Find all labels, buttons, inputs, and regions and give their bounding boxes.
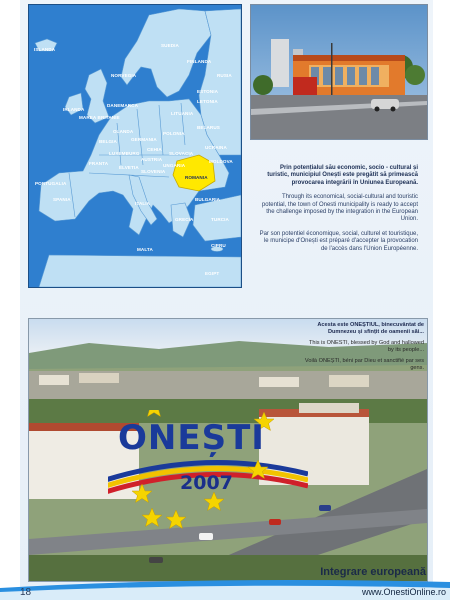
map-label-romania: ROMANIA (185, 175, 208, 180)
map-label-slovenia: SLOVENIA (141, 169, 166, 174)
map-label-ucraina: UCRAINA (205, 145, 227, 150)
europe-map (28, 4, 242, 288)
callout-en: This is ONESTI, blessed by God and hallowed by its people... (308, 340, 424, 353)
map-label-letonia: LETONIA (197, 99, 218, 104)
map-label-elvetia: ELVETIA (119, 165, 139, 170)
map-label-franta: FRANTA (89, 161, 109, 166)
map-label-rusia: RUSIA (217, 73, 232, 78)
map-label-spania: SPANIA (53, 197, 71, 202)
map-label-luxemburg: LUXEMBURG (109, 151, 140, 156)
map-label-grecia: GRECIA (175, 217, 194, 222)
intro-ro: Prin potențialul său economic, socio - cultural și turistic, municipiul Onești este pregătit să primească provocarea integrării în Uniunea Europeană. (267, 165, 418, 186)
map-label-italia: ITALIA (135, 201, 151, 206)
map-label-polonia: POLONIA (163, 131, 185, 136)
map-label-cehia: CEHIA (147, 147, 162, 152)
building-photo (250, 4, 428, 140)
map-label-egipt: EGIPT (205, 271, 220, 276)
building-photo-graphic (251, 5, 427, 139)
map-label-moldova: MOLDOVA (209, 159, 233, 164)
map-label-portugalia: PORTUGALIA (35, 181, 67, 186)
intro-en: Through its economical, social-cultural and touristic potential, the town of Onesti municipality is ready to accept the challenge imposed by the integration in the European Union. (261, 194, 418, 223)
map-label-slovacia: SLOVACIA (169, 151, 194, 156)
map-label-ungaria: UNGARIA (163, 163, 186, 168)
map-label-belgia: BELGIA (99, 139, 117, 144)
map-label-germania: GERMANIA (131, 137, 157, 142)
section-title: Integrare europeană (320, 566, 426, 578)
logo-title: ONEȘTI (118, 418, 265, 458)
map-label-marea-britanie: MAREA BRITANIE (79, 115, 120, 120)
map-label-turcia: TURCIA (211, 217, 229, 222)
website-url[interactable]: www.OnestiOnline.ro (361, 587, 446, 597)
callout-fr: Voilà ONEȘTI, béni par Dieu et sanctifié par ses gens. (304, 358, 424, 371)
map-label-austria: AUSTRIA (141, 157, 163, 162)
intro-text (258, 165, 418, 260)
map-label-cipru: CIPRU (211, 243, 226, 248)
onesti-2007-logo (108, 410, 308, 530)
map-label-suedia: SUEDIA (161, 43, 179, 48)
callout-text (302, 322, 424, 422)
callout-ro: Acesta este ONEȘTIUL, binecuvântat de Dumnezeu și sfințit de oamenii săi... (317, 322, 424, 335)
logo-year: 2007 (180, 472, 233, 494)
map-label-finlanda: FINLANDA (187, 59, 212, 64)
map-label-norvegia: NORVEGIA (111, 73, 137, 78)
map-label-lituania: LITUANIA (171, 111, 194, 116)
map-label-olanda: OLANDA (113, 129, 134, 134)
map-label-malta: MALTA (137, 247, 153, 252)
page-number: 18 (20, 587, 32, 598)
map-label-irlanda: IRLANDA (63, 107, 85, 112)
map-label-estonia: ESTONIA (197, 89, 219, 94)
intro-fr: Par son potentiel économique, social, culturel et touristique, le municipe d'Onești est préparé d'accepter la provocation de l'accès dans l'Union Européenne. (259, 230, 418, 252)
map-label-belarus: BELARUS (197, 125, 220, 130)
map-label-islanda: ISLANDA (34, 47, 56, 52)
map-label-bulgaria: BULGARIA (195, 197, 221, 202)
map-label-danemarca: DANEMARCA (107, 103, 139, 108)
